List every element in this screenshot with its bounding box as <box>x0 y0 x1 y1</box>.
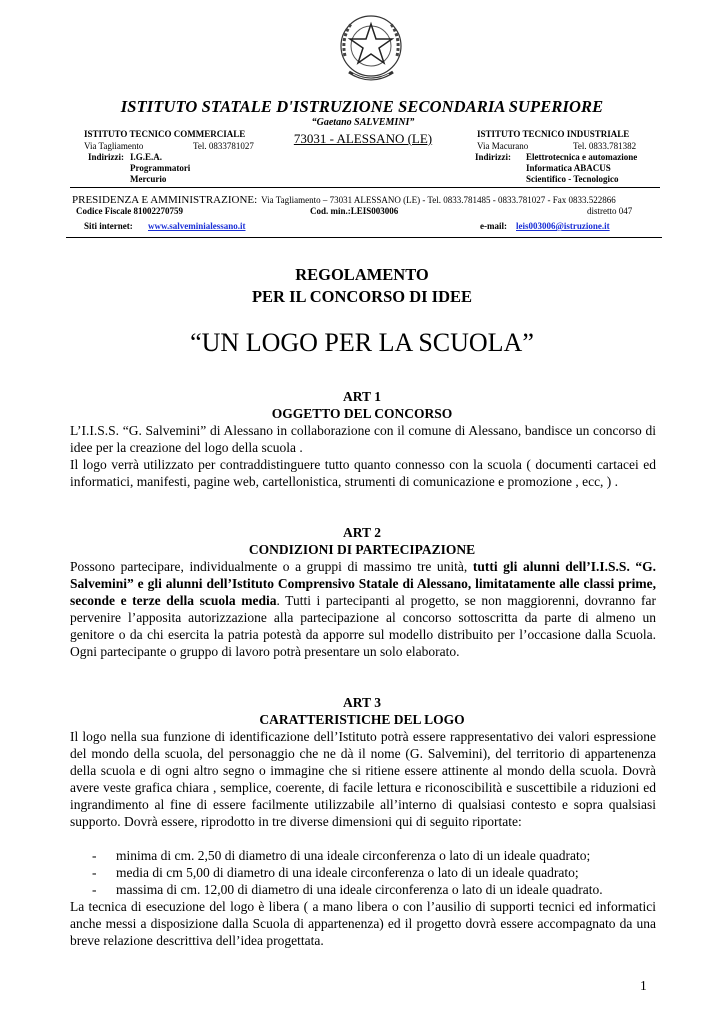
left-address-3: Mercurio <box>130 174 167 184</box>
doc-title-line2: PER IL CONCORSO DI IDEE <box>251 287 473 306</box>
art1-paragraph-1: L’I.I.S.S. “G. Salvemini” di Alessano in collaborazione con il comune di Alessano, bandisce un concorso di idee per la creazione del logo della scuola . <box>70 423 656 455</box>
art1-heading: OGGETTO DEL CONCORSO <box>271 406 453 421</box>
doc-main-title: “UN LOGO PER LA SCUOLA” <box>190 328 534 357</box>
art2-body <box>70 558 656 660</box>
left-addresses-label: Indirizzi: <box>88 152 124 162</box>
art3-paragraph-2: La tecnica di esecuzione del logo è libera ( a mano libera o con l’ausilio di supporti tecnici ed informatici anche messi a disposizione dalla Scuola di appartenenza) ed il progetto dovrà essere accompagnato da una breve relazione descrittiva dell’idea progettata. <box>70 899 656 948</box>
bullet-dash: - <box>92 865 97 880</box>
art3-heading: CARATTERISTICHE DEL LOGO <box>259 712 465 727</box>
email-label: e-mail: <box>480 221 507 231</box>
right-address-2: Informatica ABACUS <box>526 163 611 173</box>
presidency-label: PRESIDENZA E AMMINISTRAZIONE: <box>72 194 258 206</box>
right-address-3: Scientifico - Tecnologico <box>526 174 619 184</box>
art1-paragraph-2: Il logo verrà utilizzato per contraddistinguere tutto quanto connesso con la scuola ( documenti cartacei ed informatici, manifesti, pagine web, cartellonistica, strumenti di comunicazione e promozione , ecc, ) . <box>70 457 656 489</box>
art2-paragraph-1 <box>70 558 656 660</box>
bullet-dash: - <box>92 848 97 863</box>
art3-body <box>70 728 656 830</box>
art3-paragraph-1: Il logo nella sua funzione di identificazione dell’Istituto potrà essere rappresentativo dei valori espressione del mondo della scuola, del personaggio che ne dà il nome (G. Salvemini), del territorio di appartenenza della scuola e di ogni altro segno o immagine che si ritiene essere attinente al mondo della scuola. Dovrà avere veste grafica chiara , semplice, coerente, di facile lettura e riconoscibilità e suscettibile a riduzioni ed ingrandimento al fine di essere facilmente utilizzabile all’interno di qualsiasi contesto e sopra qualsiasi supporto. Dovrà essere, riprodotto in tre diverse dimensioni qui di seguito riportate: <box>70 729 656 829</box>
left-school-phone: Tel. 0833781027 <box>193 141 254 151</box>
email-link[interactable]: leis003006@istruzione.it <box>516 221 610 231</box>
fiscal-code: Codice Fiscale 81002270759 <box>76 206 183 216</box>
art2-heading: CONDIZIONI DI PARTECIPAZIONE <box>248 542 476 557</box>
page-number: 1 <box>640 978 647 993</box>
art2-number: ART 2 <box>343 525 381 540</box>
list-item-text: media di cm 5,00 di diametro di una ideale circonferenza o lato di un ideale quadrato; <box>116 865 579 880</box>
list-item-text: massima di cm. 12,00 di diametro di una ideale circonferenza o lato di un ideale quadrato. <box>116 882 603 897</box>
bullet-dash: - <box>92 882 97 897</box>
left-school-name: ISTITUTO TECNICO COMMERCIALE <box>84 129 246 139</box>
republic-emblem-icon <box>335 8 407 94</box>
website-label: Siti internet: <box>84 221 133 231</box>
right-school-phone: Tel. 0833.781382 <box>573 141 637 151</box>
right-school-name: ISTITUTO TECNICO INDUSTRIALE <box>477 129 630 139</box>
art2-text-b: . Tutti i partecipanti al progetto, se non maggiorenni, dovranno far pervenire l’apposita autorizzazione alla partecipazione al concorso sottoscritta da parte di almeno un genitore o da chi esercita la patria potestà da apporre sul modello distribuito per l’occasione dalla Scuola. Ogni partecipante o gruppo di lavoro potrà presentare un solo elaborato. <box>70 593 656 659</box>
art3-number: ART 3 <box>343 695 381 710</box>
art2-text-a: Possono partecipare, individualmente o a gruppi di massimo tre unità, <box>70 559 473 574</box>
district: distretto 047 <box>587 206 633 216</box>
header-rule-top <box>70 187 660 188</box>
left-address-2: Programmatori <box>130 163 191 173</box>
named-after: “Gaetano SALVEMINI” <box>311 117 415 128</box>
right-addresses-label: Indirizzi: <box>475 152 511 162</box>
art3-body-2 <box>70 898 656 949</box>
institute-title: ISTITUTO STATALE D'ISTRUZIONE SECONDARIA SUPERIORE <box>120 97 604 116</box>
city-line: 73031 - ALESSANO (LE) <box>293 131 433 146</box>
art1-body <box>70 422 656 490</box>
right-address-1: Elettrotecnica e automazione <box>526 152 638 162</box>
doc-title-line1: REGOLAMENTO <box>295 265 429 284</box>
min-code: Cod. min.:LEIS003006 <box>310 206 399 216</box>
art1-number: ART 1 <box>343 389 381 404</box>
left-school-street: Via Tagliamento <box>84 141 144 151</box>
list-item <box>92 864 652 881</box>
header-rule-bottom <box>66 237 662 238</box>
list-item <box>92 881 652 898</box>
website-link[interactable]: www.salveminialessano.it <box>148 221 246 231</box>
art2-text-bold: tutti gli alunni dell’I.I.S.S. “G. Salvemini” e gli alunni dell’Istituto Comprensivo Statale di Alessano, limitatamente alle classi prime, seconde e terze della scuola media <box>70 559 657 608</box>
list-item <box>92 847 652 864</box>
right-school-street: Via Macurano <box>477 141 529 151</box>
presidency-address: Via Tagliamento – 73031 ALESSANO (LE) - Tel. 0833.781485 - 0833.781027 - Fax 0833.522866 <box>261 195 616 205</box>
left-address-1: I.G.E.A. <box>130 152 163 162</box>
list-item-text: minima di cm. 2,50 di diametro di una ideale circonferenza o lato di un ideale quadrato; <box>116 848 591 863</box>
